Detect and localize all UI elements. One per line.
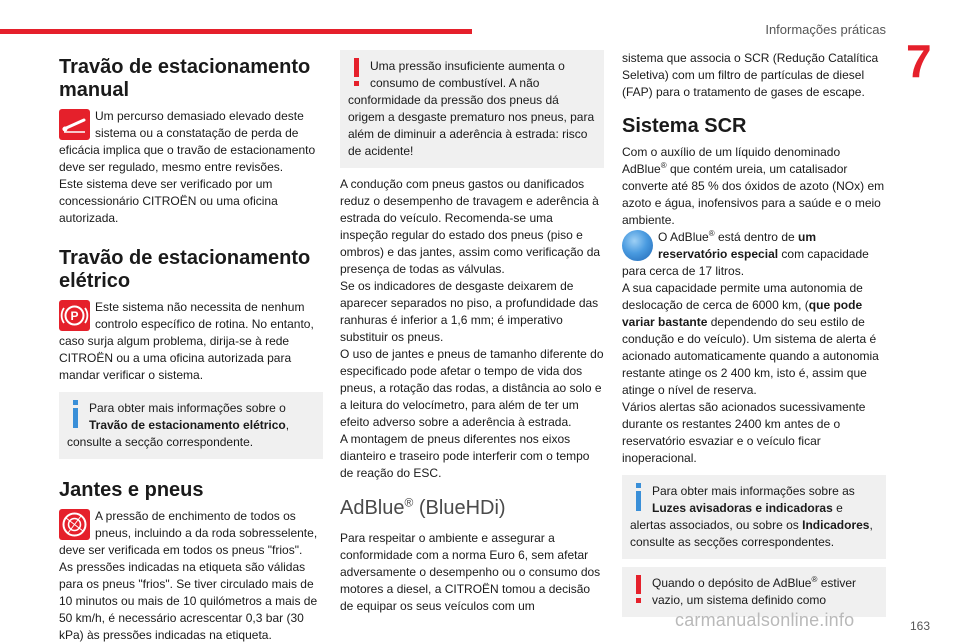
manual-parking-brake-paragraph-2: Este sistema deve ser verificado por um concessionário CITROËN ou uma oficina autorizada. [59,177,278,225]
warning-note-adblue-empty: Quando o depósito de AdBlue® estiver vazio, um sistema definido como [622,567,886,617]
heading-wheels-tyres: Jantes e pneus [59,479,204,501]
tyre-pressure-paragraph-2: As pressões indicadas na etiqueta são válidas para os pneus "frios". Se tiver circulado mais de 10 minutos ou mais de 10 quilómetros a mais de 50 km/h, é necessário acrescentar 0,3 bar (30 kPa) às pressões indicadas na etiqueta. [59,560,318,642]
page-number: 163 [909,619,930,633]
scr-intro-continuation: sistema que associa o SCR (Redução Catalítica Seletiva) com um filtro de partículas de diesel (FAP) para o tratamento de gases de escape. [622,51,879,99]
esc-paragraph: A montagem de pneus diferentes nos eixos dianteiro e traseiro pode interferir com o tempo de reação do ESC. [340,432,590,480]
watermark: carmanualsonline.info [675,610,855,630]
wear-indicator-paragraph: Se os indicadores de desgaste deixarem de aparecer separados no piso, a profundidade das ranhuras é inferior a 1,6 mm; é imperativo substituir os pneus. [340,279,599,344]
info-note-warning-lights: Para obter mais informações sobre as Luzes avisadoras e indicadoras e alertas associados, ou sobre os Indicadores, consulte as secções correspondentes. [622,475,886,559]
warning-icon [630,575,648,605]
column-1 [59,50,323,644]
column-2 [340,50,604,615]
column-3 [622,50,886,617]
info-icon [67,400,85,430]
electric-parking-brake-paragraph: P Este sistema não necessita de nenhum controlo específico de rotina. No entanto, caso surja algum problema, dirija-se à rede CITROËN ou a uma oficina autorizada para mandar verificar o sistema. [59,300,314,382]
electric-parking-brake-icon [59,300,90,331]
heading-adblue: AdBlue® (BlueHDi) [340,495,506,519]
adblue-alerts-paragraph: Vários alertas são acionados sucessivamente durante os restantes 2400 km antes de o reservatório esvaziar e o veículo ficar inoperacional. [622,400,866,465]
scr-paragraph: Com o auxílio de um líquido denominado AdBlue® que contém ureia, um catalisador converte até 85 % dos óxidos de azoto (NOx) em azoto e água, inofensivos para a saúde e o meio ambiente. [622,145,885,227]
parking-brake-lever-icon [59,109,90,140]
section-title: Informações práticas [765,22,886,37]
heading-scr-system: Sistema SCR [622,115,747,137]
info-icon [630,483,648,513]
heading-electric-parking-brake: Travão de estacionamento elétrico [59,247,311,292]
svg-text:P: P [70,309,79,323]
adblue-reservoir-paragraph: O AdBlue® está dentro de um reservatório especial com capacidade para cerca de 17 litros. [622,229,869,278]
header-accent-bar [0,29,472,34]
adblue-intro-paragraph: Para respeitar o ambiente e assegurar a conformidade com a norma Euro 6, sem afetar adversamente o desempenho ou o consumo dos motores a diesel, a CITROËN tomou a decisão de equipar os seus veículos com um [340,531,601,613]
manual-parking-brake-paragraph: Um percurso demasiado elevado deste sistema ou a constatação de perda de eficácia implica que o travão de estacionamento deve ser regulado, mesmo entre revisões. [59,109,316,174]
adblue-autonomy-paragraph: A sua capacidade permite uma autonomia de deslocação de cerca de 6000 km, (que pode variar bastante dependendo do seu estilo de condução e do veículo). Um sistema de alerta é acionado automaticamente quando a autonomia restante atinge os 2 400 km, isto é, assim que atinge o nível de reserva. [622,281,879,397]
tyre-size-paragraph: O uso de jantes e pneus de tamanho diferente do especificado pode afetar o tempo de vida dos pneus, a rotação das rodas, a distância ao solo e a leitura do velocímetro, para além de ter um efeito adverso sobre a aderência à estrada. [340,347,604,429]
adblue-tank-icon [622,230,653,261]
warning-note-tyre-pressure: Uma pressão insuficiente aumenta o consumo de combustível. A não conformidade da pressão dos pneus dá origem a desgaste prematuro nos pneus, para além de diminuir a aderência à estrada: risco de acidente! [340,50,604,168]
tyre-icon [59,509,90,540]
warning-icon [348,58,366,88]
heading-manual-parking-brake: Travão de estacionamento manual [59,56,311,101]
tyre-condition-paragraph: A condução com pneus gastos ou danificados reduz o desempenho de travagem e aderência à estrada do veículo. Recomenda-se uma inspeção regular do estado dos pneus (piso e ombros) e das jantes, assim como verificação da presença de todas as válvulas. [340,177,601,276]
chapter-number: 7 [906,35,932,87]
tyre-pressure-paragraph: A pressão de enchimento de todos os pneus, incluindo a da roda sobresselente, deve ser verificada em todos os pneus "frios". [59,509,318,557]
info-note-electric-brake: Para obter mais informações sobre o Travão de estacionamento elétrico, consulte a secção correspondente. [59,392,323,459]
